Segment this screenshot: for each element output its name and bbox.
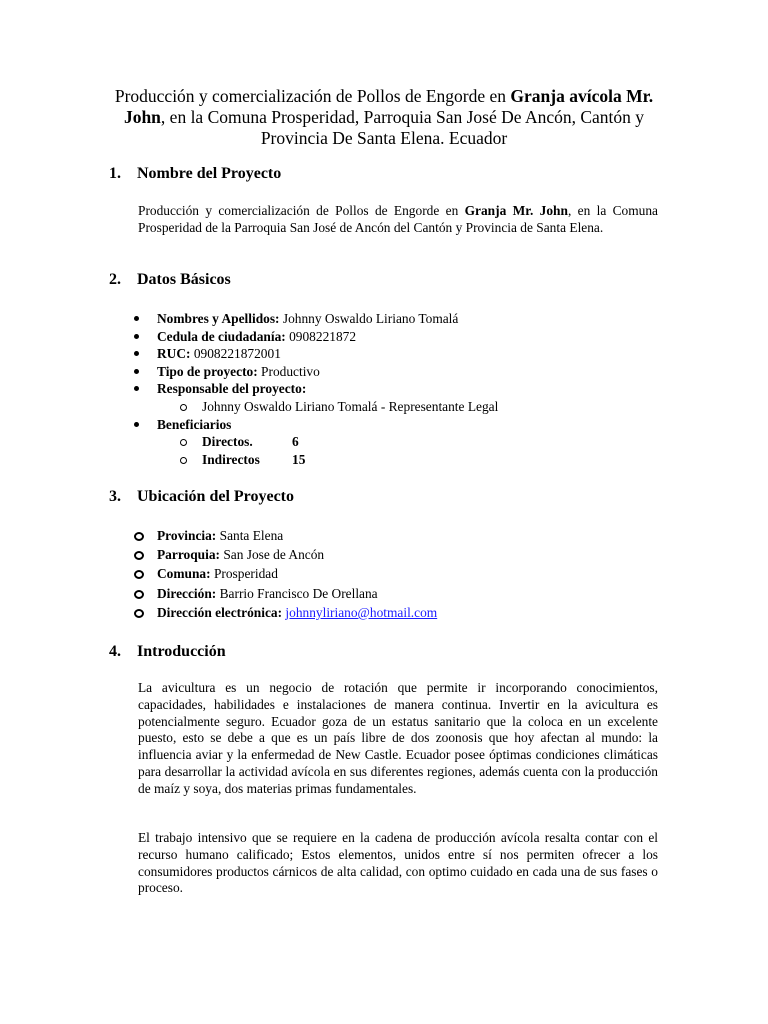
farm-name: Granja avícola Mr. John xyxy=(123,86,654,127)
ring-bullet-icon xyxy=(134,590,144,599)
list-item: Dirección electrónica: johnnyliriano@hotmail.com xyxy=(133,603,437,622)
sub-list-item: Indirectos 15 xyxy=(133,451,498,469)
sub-list-item: Johnny Oswaldo Liriano Tomalá - Representante Legal xyxy=(133,398,498,416)
section-heading-introduccion: 4. Introducción xyxy=(109,643,226,660)
list-item: Cedula de ciudadanía: 0908221872 xyxy=(133,328,498,346)
datos-list xyxy=(133,310,498,468)
intro-paragraph-1: La avicultura es un negocio de rotación que permite ir incorporando conocimientos, capacidades, habilidades e instalaciones de manera continua. Invertir en la avicultura es potencialmente seguro. Ecuador goza de un estatus sanitario que la coloca en un excelente puesto, esto se debe a que es un país libre de dos zoonosis que hoy afectan al mundo: la influencia aviar y la enfermedad de New Castle. Ecuador posee óptimas condiciones climáticas para desarrollar la actividad avícola en sus diferentes regiones, además cuenta con la producción de maíz y soya, dos materias primas fundamentales. xyxy=(138,680,658,796)
section-heading-nombre: 1. Nombre del Proyecto xyxy=(109,165,282,182)
email-link[interactable]: johnnyliriano@hotmail.com xyxy=(285,604,438,620)
list-item: Provincia: Santa Elena xyxy=(133,526,437,545)
ring-bullet-icon xyxy=(134,532,144,541)
list-item: Parroquia: San Jose de Ancón xyxy=(133,545,437,564)
list-item: Comuna: Prosperidad xyxy=(133,564,437,583)
section-heading-datos: 2. Datos Básicos xyxy=(109,271,231,288)
bullet-icon xyxy=(134,351,139,356)
bullet-icon xyxy=(134,316,139,321)
sub-list-item: Directos. 6 xyxy=(133,433,498,451)
list-item: Responsable del proyecto: xyxy=(133,380,498,398)
document-title: Producción y comercialización de Pollos de Engorde en Granja avícola Mr. John, en la Comuna Prosperidad, Parroquia San José De Ancón, Cantón y Provincia De Santa Elena. Ecuador xyxy=(114,86,654,148)
ring-bullet-icon xyxy=(134,570,144,579)
list-item: Dirección: Barrio Francisco De Orellana xyxy=(133,584,437,603)
ring-bullet-icon xyxy=(134,609,144,618)
intro-paragraph-2: El trabajo intensivo que se requiere en la cadena de producción avícola resalta contar con el recurso humano calificado; Estos elementos, unidos entre sí nos permiten ofrecer a los consumidores productos cárnicos de alta calidad, con optimo cuidado en cada una de sus fases o proceso. xyxy=(138,830,658,896)
bullet-icon xyxy=(134,334,139,339)
bullet-icon xyxy=(134,386,139,391)
circle-bullet-icon xyxy=(180,439,187,446)
list-item: Beneficiarios xyxy=(133,416,498,434)
circle-bullet-icon xyxy=(180,457,187,464)
nombre-paragraph: Producción y comercialización de Pollos de Engorde en Granja Mr. John, en la Comuna Prosperidad de la Parroquia San José de Ancón del Cantón y Provincia de Santa Elena. xyxy=(138,203,658,235)
circle-bullet-icon xyxy=(180,404,187,411)
ubicacion-list xyxy=(133,526,437,622)
list-item: Nombres y Apellidos: Johnny Oswaldo Liriano Tomalá xyxy=(133,310,498,328)
ring-bullet-icon xyxy=(134,551,144,560)
bullet-icon xyxy=(134,422,139,427)
list-item: Tipo de proyecto: Productivo xyxy=(133,363,498,381)
list-item: RUC: 0908221872001 xyxy=(133,345,498,363)
section-heading-ubicacion: 3. Ubicación del Proyecto xyxy=(109,488,295,505)
bullet-icon xyxy=(134,369,139,374)
